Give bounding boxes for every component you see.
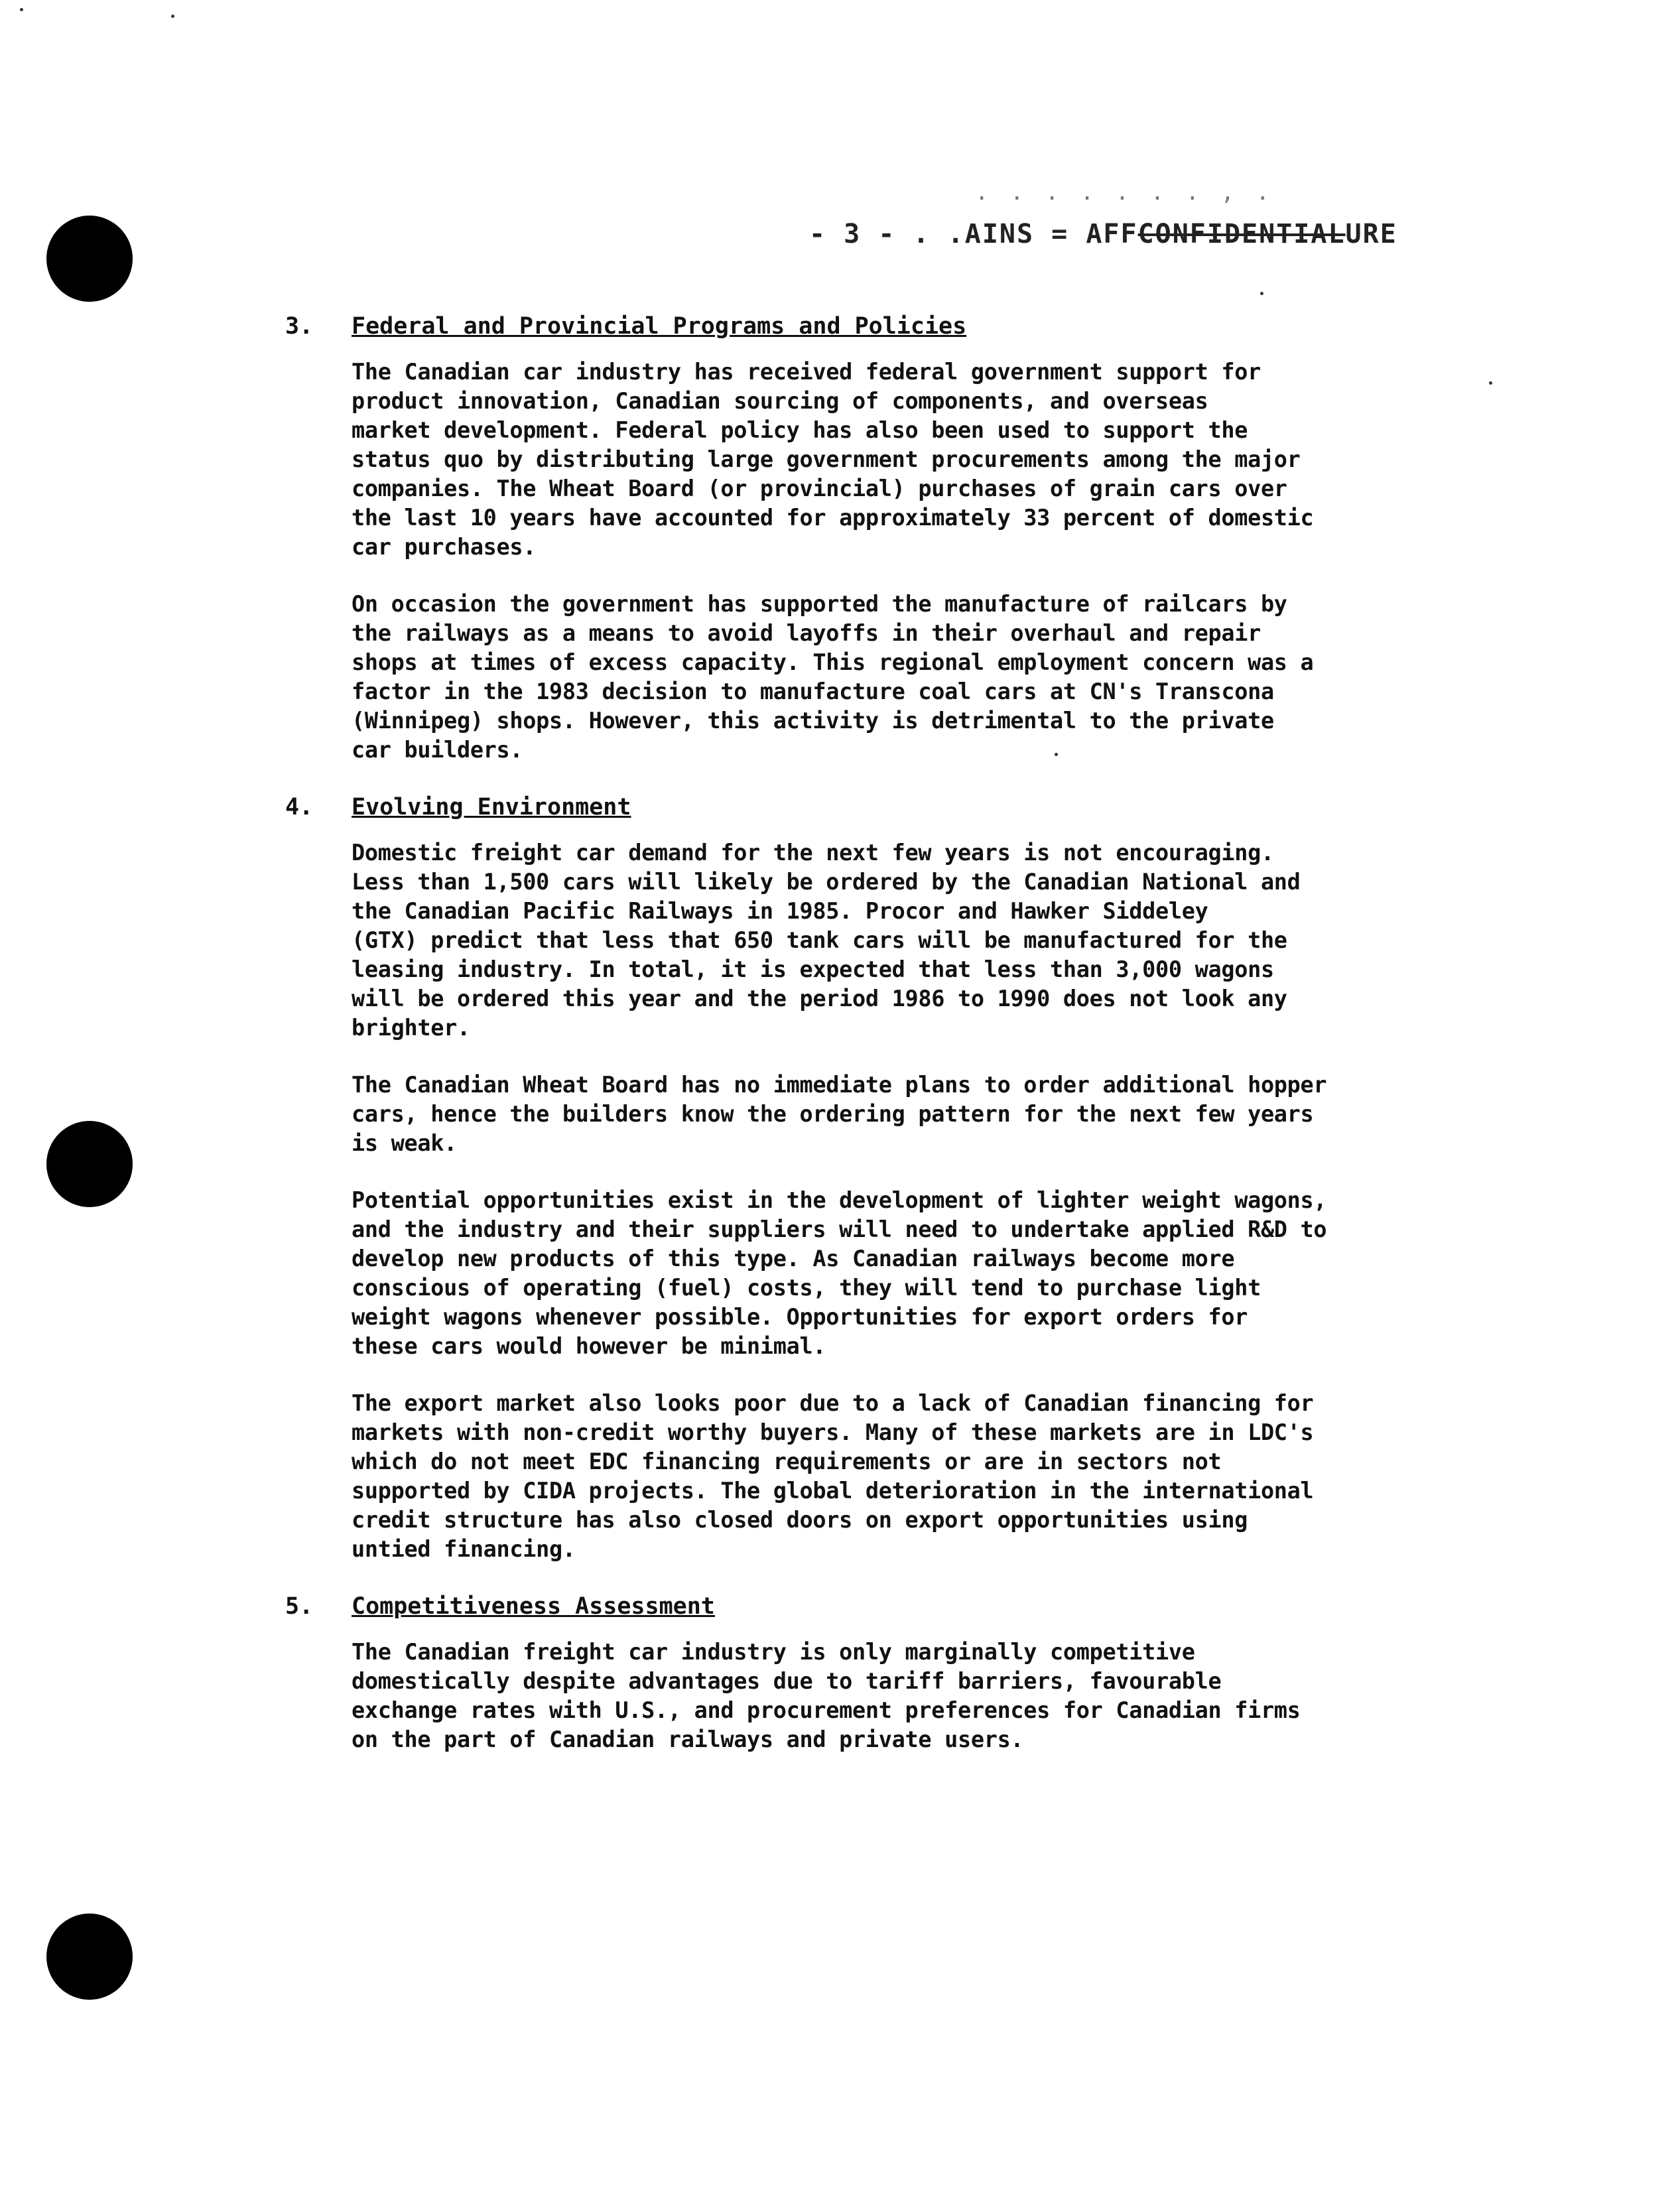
paragraph: Potential opportunities exist in the development of lighter weight wagons, and the industry and their suppliers will need to undertake applied R&D to develop new products of this type. As Canadian railways become more conscious of operating (fuel) costs, they will tend to purchase light weight wagons whenever possible. Opportunities for export orders for these cars would however be minimal.: [352, 1187, 1327, 1359]
confidential-stamp: CONFIDENTIAL: [1137, 219, 1346, 249]
section-number: 4.: [285, 794, 314, 820]
paragraph: Domestic freight car demand for the next few years is not encouraging. Less than 1,500 cars will likely be ordered by the Canadian National and the Canadian Pacific Railways in 1985. Procor and Hawker Siddeley (GTX) predict that less that 650 tank cars will be manufactured for the leasing industry. In total, it is expected that less than 3,000 wagons will be ordered this year and the period 1986 to 1990 does not look any brighter.: [352, 840, 1301, 1041]
section-heading: [285, 1592, 1453, 1622]
section-title: Evolving Environment: [352, 794, 631, 820]
paragraph: The Canadian freight car industry is only marginally competitive domestically despite advantages due to tariff barriers, favourable exchange rates with U.S., and procurement preferences for Canadian firms on the part of Canadian railways and private users.: [352, 1639, 1301, 1752]
paragraph: The export market also looks poor due to a lack of Canadian financing for markets with non-credit worthy buyers. Many of these markets are in LDC's which do not meet EDC financing requirements or are in sectors not supported by CIDA projects. The global deterioration in the international credit structure has also closed doors on export opportunities using untied financing.: [352, 1390, 1314, 1562]
section-title: Federal and Provincial Programs and Policies: [352, 313, 967, 340]
paragraph: The Canadian car industry has received federal government support for product innovation, Canadian sourcing of components, and overseas market development. Federal policy has also been used to support the status quo by distributing large government procurements among the major companies. The Wheat Board (or provincial) purchases of grain cars over the last 10 years have accounted for approximately 33 percent of domestic car purchases.: [352, 359, 1314, 560]
section-evolving-environment: [285, 793, 1453, 1564]
punch-hole: [46, 1914, 133, 2000]
section-competitiveness: [285, 1592, 1453, 1754]
section-federal-provincial: [285, 312, 1453, 765]
section-heading: [285, 793, 1453, 822]
page-header: [809, 219, 1397, 249]
page-mark: - 3 - . .AINS = AFF: [809, 219, 1138, 249]
section-number: 3.: [285, 313, 314, 340]
section-number: 5.: [285, 1593, 314, 1620]
punch-hole: [46, 1121, 133, 1207]
document-body: [285, 312, 1453, 1782]
punch-hole: [46, 216, 133, 302]
section-heading: [285, 312, 1453, 342]
scan-speck: [1260, 292, 1263, 295]
scan-speck: [171, 15, 174, 18]
scan-speck: [1489, 381, 1492, 385]
stamp-tail: URE: [1345, 219, 1397, 249]
section-title: Competitiveness Assessment: [352, 1593, 715, 1620]
paragraph: On occasion the government has supported the manufacture of railcars by the railways as a means to avoid layoffs in their overhaul and repair shops at times of excess capacity. This regional employment concern was a factor in the 1983 decision to manufacture coal cars at CN's Transcona (Winnipeg) shops. However, this activity is detrimental to the private car builders.: [352, 591, 1314, 763]
scan-speck: [20, 8, 23, 11]
header-faint-text: . . . . . . . , .: [975, 179, 1273, 206]
paragraph: The Canadian Wheat Board has no immediate plans to order additional hopper cars, hence the builders know the ordering pattern for the next few years is weak.: [352, 1072, 1327, 1156]
